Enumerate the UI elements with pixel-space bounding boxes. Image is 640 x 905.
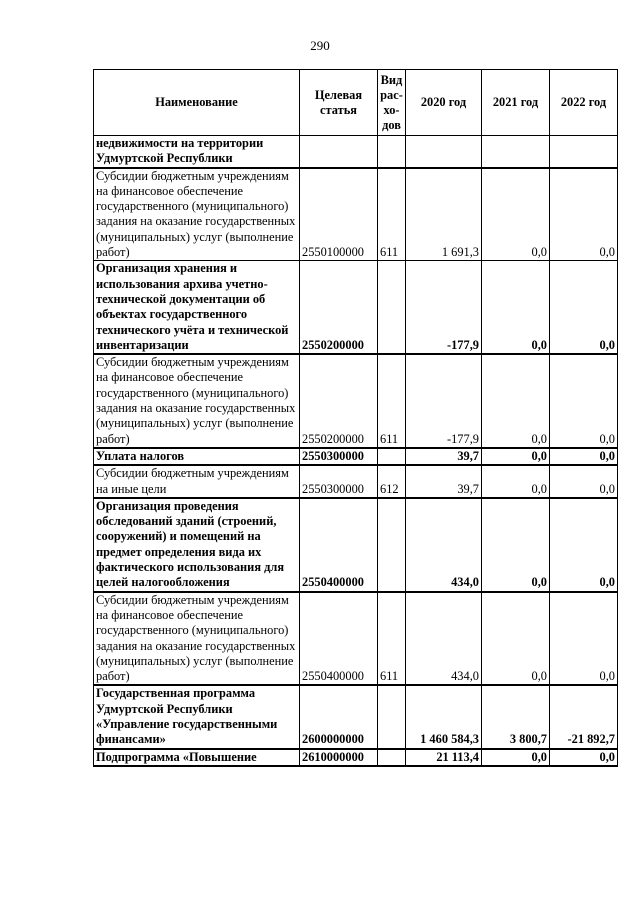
cell-code: 2550100000 bbox=[300, 168, 378, 261]
cell-code bbox=[300, 136, 378, 168]
table-header-row bbox=[94, 70, 618, 136]
cell-name: Подпрограмма «Повышение bbox=[94, 749, 300, 766]
cell-name: Уплата налогов bbox=[94, 448, 300, 465]
header-name: Наименование bbox=[94, 70, 300, 136]
cell-vid: 611 bbox=[378, 168, 406, 261]
cell-2020: 1 460 584,3 bbox=[406, 685, 482, 748]
cell-code: 2550200000 bbox=[300, 261, 378, 354]
cell-2022: 0,0 bbox=[550, 448, 618, 465]
cell-code: 2550300000 bbox=[300, 448, 378, 465]
table-row bbox=[94, 448, 618, 465]
cell-2020: -177,9 bbox=[406, 261, 482, 354]
header-vid: Вид рас-хо-дов bbox=[378, 70, 406, 136]
cell-vid bbox=[378, 448, 406, 465]
cell-2020: 39,7 bbox=[406, 448, 482, 465]
header-2020: 2020 год bbox=[406, 70, 482, 136]
cell-name: недвижимости на территории Удмуртской Республики bbox=[94, 136, 300, 168]
table-row bbox=[94, 749, 618, 766]
cell-2021: 0,0 bbox=[482, 749, 550, 766]
cell-2021: 0,0 bbox=[482, 261, 550, 354]
cell-code: 2600000000 bbox=[300, 685, 378, 748]
cell-vid bbox=[378, 685, 406, 748]
cell-vid bbox=[378, 261, 406, 354]
cell-vid bbox=[378, 136, 406, 168]
cell-2021: 0,0 bbox=[482, 465, 550, 498]
header-code: Целевая статья bbox=[300, 70, 378, 136]
table-row bbox=[94, 354, 618, 448]
cell-name: Субсидии бюджетным учреждениям на финансовое обеспечение государственного (муниципального) задания на оказание государственных (муниципальных) услуг (выполнение работ) bbox=[94, 354, 300, 448]
table-row bbox=[94, 592, 618, 686]
cell-2022: 0,0 bbox=[550, 465, 618, 498]
cell-2021: 3 800,7 bbox=[482, 685, 550, 748]
cell-2021: 0,0 bbox=[482, 498, 550, 592]
cell-vid: 611 bbox=[378, 592, 406, 686]
cell-vid bbox=[378, 498, 406, 592]
table-row bbox=[94, 136, 618, 168]
header-2022: 2022 год bbox=[550, 70, 618, 136]
table-row bbox=[94, 498, 618, 592]
cell-code: 2550200000 bbox=[300, 354, 378, 448]
cell-code: 2550400000 bbox=[300, 498, 378, 592]
cell-2022: 0,0 bbox=[550, 498, 618, 592]
cell-code: 2550400000 bbox=[300, 592, 378, 686]
cell-code: 2550300000 bbox=[300, 465, 378, 498]
cell-code: 2610000000 bbox=[300, 749, 378, 766]
cell-2020: 434,0 bbox=[406, 592, 482, 686]
cell-name: Субсидии бюджетным учреждениям на финансовое обеспечение государственного (муниципального) задания на оказание государственных (муниципальных) услуг (выполнение работ) bbox=[94, 168, 300, 261]
table-row bbox=[94, 685, 618, 748]
cell-2020: 39,7 bbox=[406, 465, 482, 498]
header-2021: 2021 год bbox=[482, 70, 550, 136]
cell-2020: 434,0 bbox=[406, 498, 482, 592]
cell-name: Государственная программа Удмуртской Республики «Управление государственными финансами» bbox=[94, 685, 300, 748]
cell-2022: 0,0 bbox=[550, 261, 618, 354]
cell-2022: 0,0 bbox=[550, 592, 618, 686]
cell-2021: 0,0 bbox=[482, 354, 550, 448]
budget-table bbox=[93, 69, 618, 767]
cell-2020: 1 691,3 bbox=[406, 168, 482, 261]
cell-2021: 0,0 bbox=[482, 448, 550, 465]
cell-vid bbox=[378, 749, 406, 766]
cell-2020: 21 113,4 bbox=[406, 749, 482, 766]
cell-2022: 0,0 bbox=[550, 749, 618, 766]
cell-2022: 0,0 bbox=[550, 168, 618, 261]
cell-2022 bbox=[550, 136, 618, 168]
cell-name: Организация проведения обследований зданий (строений, сооружений) и помещений на предмет определения вида их фактического использования для целей налогообложения bbox=[94, 498, 300, 592]
table-row bbox=[94, 168, 618, 261]
table-row bbox=[94, 261, 618, 354]
table-row bbox=[94, 465, 618, 498]
cell-vid: 612 bbox=[378, 465, 406, 498]
cell-2020 bbox=[406, 136, 482, 168]
cell-name: Субсидии бюджетным учреждениям на финансовое обеспечение государственного (муниципального) задания на оказание государственных (муниципальных) услуг (выполнение работ) bbox=[94, 592, 300, 686]
cell-vid: 611 bbox=[378, 354, 406, 448]
cell-name: Субсидии бюджетным учреждениям на иные цели bbox=[94, 465, 300, 498]
cell-2021: 0,0 bbox=[482, 168, 550, 261]
cell-2022: -21 892,7 bbox=[550, 685, 618, 748]
page-number: 290 bbox=[310, 38, 330, 53]
cell-2020: -177,9 bbox=[406, 354, 482, 448]
cell-2022: 0,0 bbox=[550, 354, 618, 448]
cell-name: Организация хранения и использования архива учетно-технической документации об объектах государственного технического учёта и технической инвентаризации bbox=[94, 261, 300, 354]
cell-2021 bbox=[482, 136, 550, 168]
cell-2021: 0,0 bbox=[482, 592, 550, 686]
